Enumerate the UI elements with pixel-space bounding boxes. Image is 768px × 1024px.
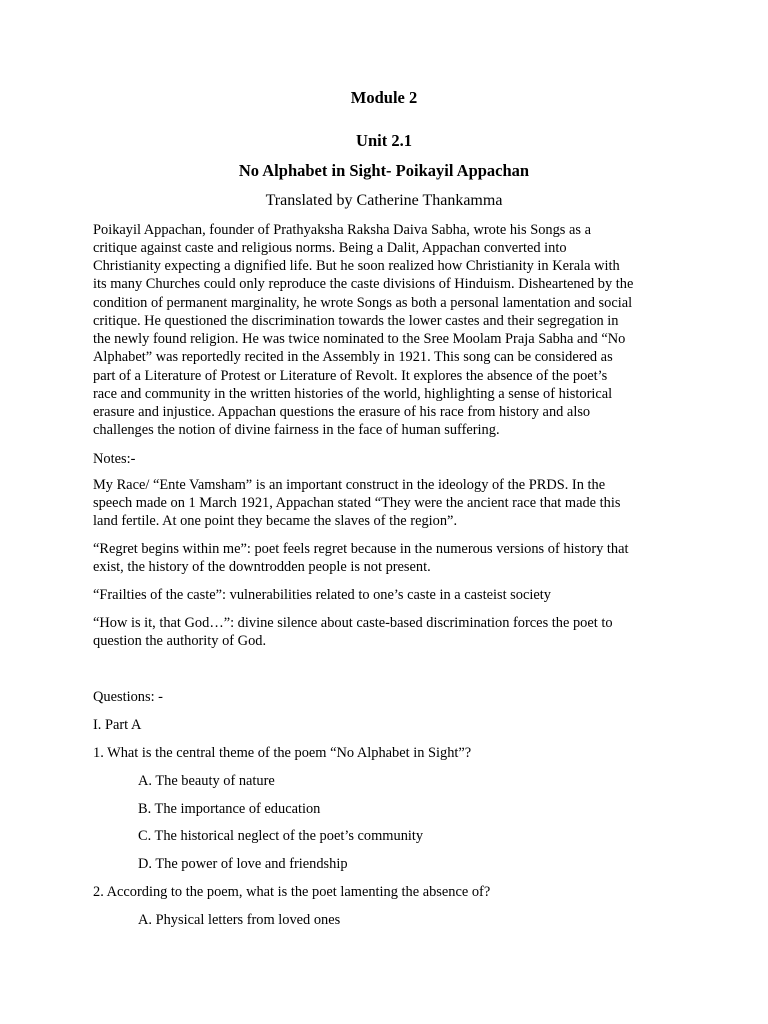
notes-heading: Notes:-: [93, 451, 136, 467]
intro-line: its many Churches could only reproduce the caste divisions of Hinduism. Disheartened by the: [93, 276, 634, 292]
answer-option: C. The historical neglect of the poet’s community: [138, 828, 424, 844]
intro-line: erasure and injustice. Appachan questions the erasure of his race from history and also: [93, 404, 591, 420]
answer-option: A. The beauty of nature: [138, 773, 275, 789]
unit-heading: Unit 2.1: [356, 131, 412, 150]
note-frailties: “Frailties of the caste”: vulnerabilities related to one’s caste in a casteist society: [93, 587, 551, 603]
note-line: exist, the history of the downtrodden people is not present.: [93, 559, 431, 575]
questions-heading: Questions: -: [93, 689, 163, 705]
part-a-heading: I. Part A: [93, 717, 142, 733]
translator-line: Translated by Catherine Thankamma: [265, 192, 503, 209]
intro-line: the newly found religion. He was twice nominated to the Sree Moolam Praja Sabha and “No: [93, 331, 626, 347]
question-text: 2. According to the poem, what is the poet lamenting the absence of?: [93, 884, 491, 900]
poem-title: No Alphabet in Sight- Poikayil Appachan: [238, 161, 530, 180]
note-line: “Regret begins within me”: poet feels regret because in the numerous versions of history that: [93, 541, 629, 557]
answer-option: D. The power of love and friendship: [138, 856, 348, 872]
answer-option: B. The importance of education: [138, 801, 321, 817]
intro-line: challenges the notion of divine fairness in the face of human suffering.: [93, 422, 500, 438]
note-line: speech made on 1 March 1921, Appachan stated “They were the ancient race that made this: [93, 495, 621, 511]
intro-line: race and community in the written histories of the world, highlighting a sense of historical: [93, 386, 613, 402]
intro-line: critique. He questioned the discrimination towards the lower castes and their segregation in: [93, 313, 619, 329]
note-line: question the authority of God.: [93, 633, 267, 649]
intro-line: critique against caste and religious norms. Being a Dalit, Appachan converted into: [93, 240, 567, 256]
intro-line: condition of permanent marginality, he wrote Songs as both a personal lamentation and social: [93, 295, 633, 311]
intro-line: Christianity expecting a dignified life. But he soon realized how Christianity in Kerala with: [93, 258, 620, 274]
intro-line: Alphabet” was reportedly recited in the Assembly in 1921. This song can be considered as: [93, 349, 613, 365]
question-text: 1. What is the central theme of the poem “No Alphabet in Sight”?: [93, 745, 472, 761]
module-heading: Module 2: [350, 88, 418, 107]
note-line: land fertile. At one point they became the slaves of the region”.: [93, 513, 458, 529]
intro-line: part of a Literature of Protest or Literature of Revolt. It explores the absence of the poet’s: [93, 368, 608, 384]
note-line: “How is it, that God…”: divine silence about caste-based discrimination forces the poet to: [93, 615, 613, 631]
intro-line: Poikayil Appachan, founder of Prathyaksha Raksha Daiva Sabha, wrote his Songs as a: [93, 222, 591, 238]
note-line: My Race/ “Ente Vamsham” is an important construct in the ideology of the PRDS. In the: [93, 477, 606, 493]
answer-option: A. Physical letters from loved ones: [138, 912, 341, 928]
